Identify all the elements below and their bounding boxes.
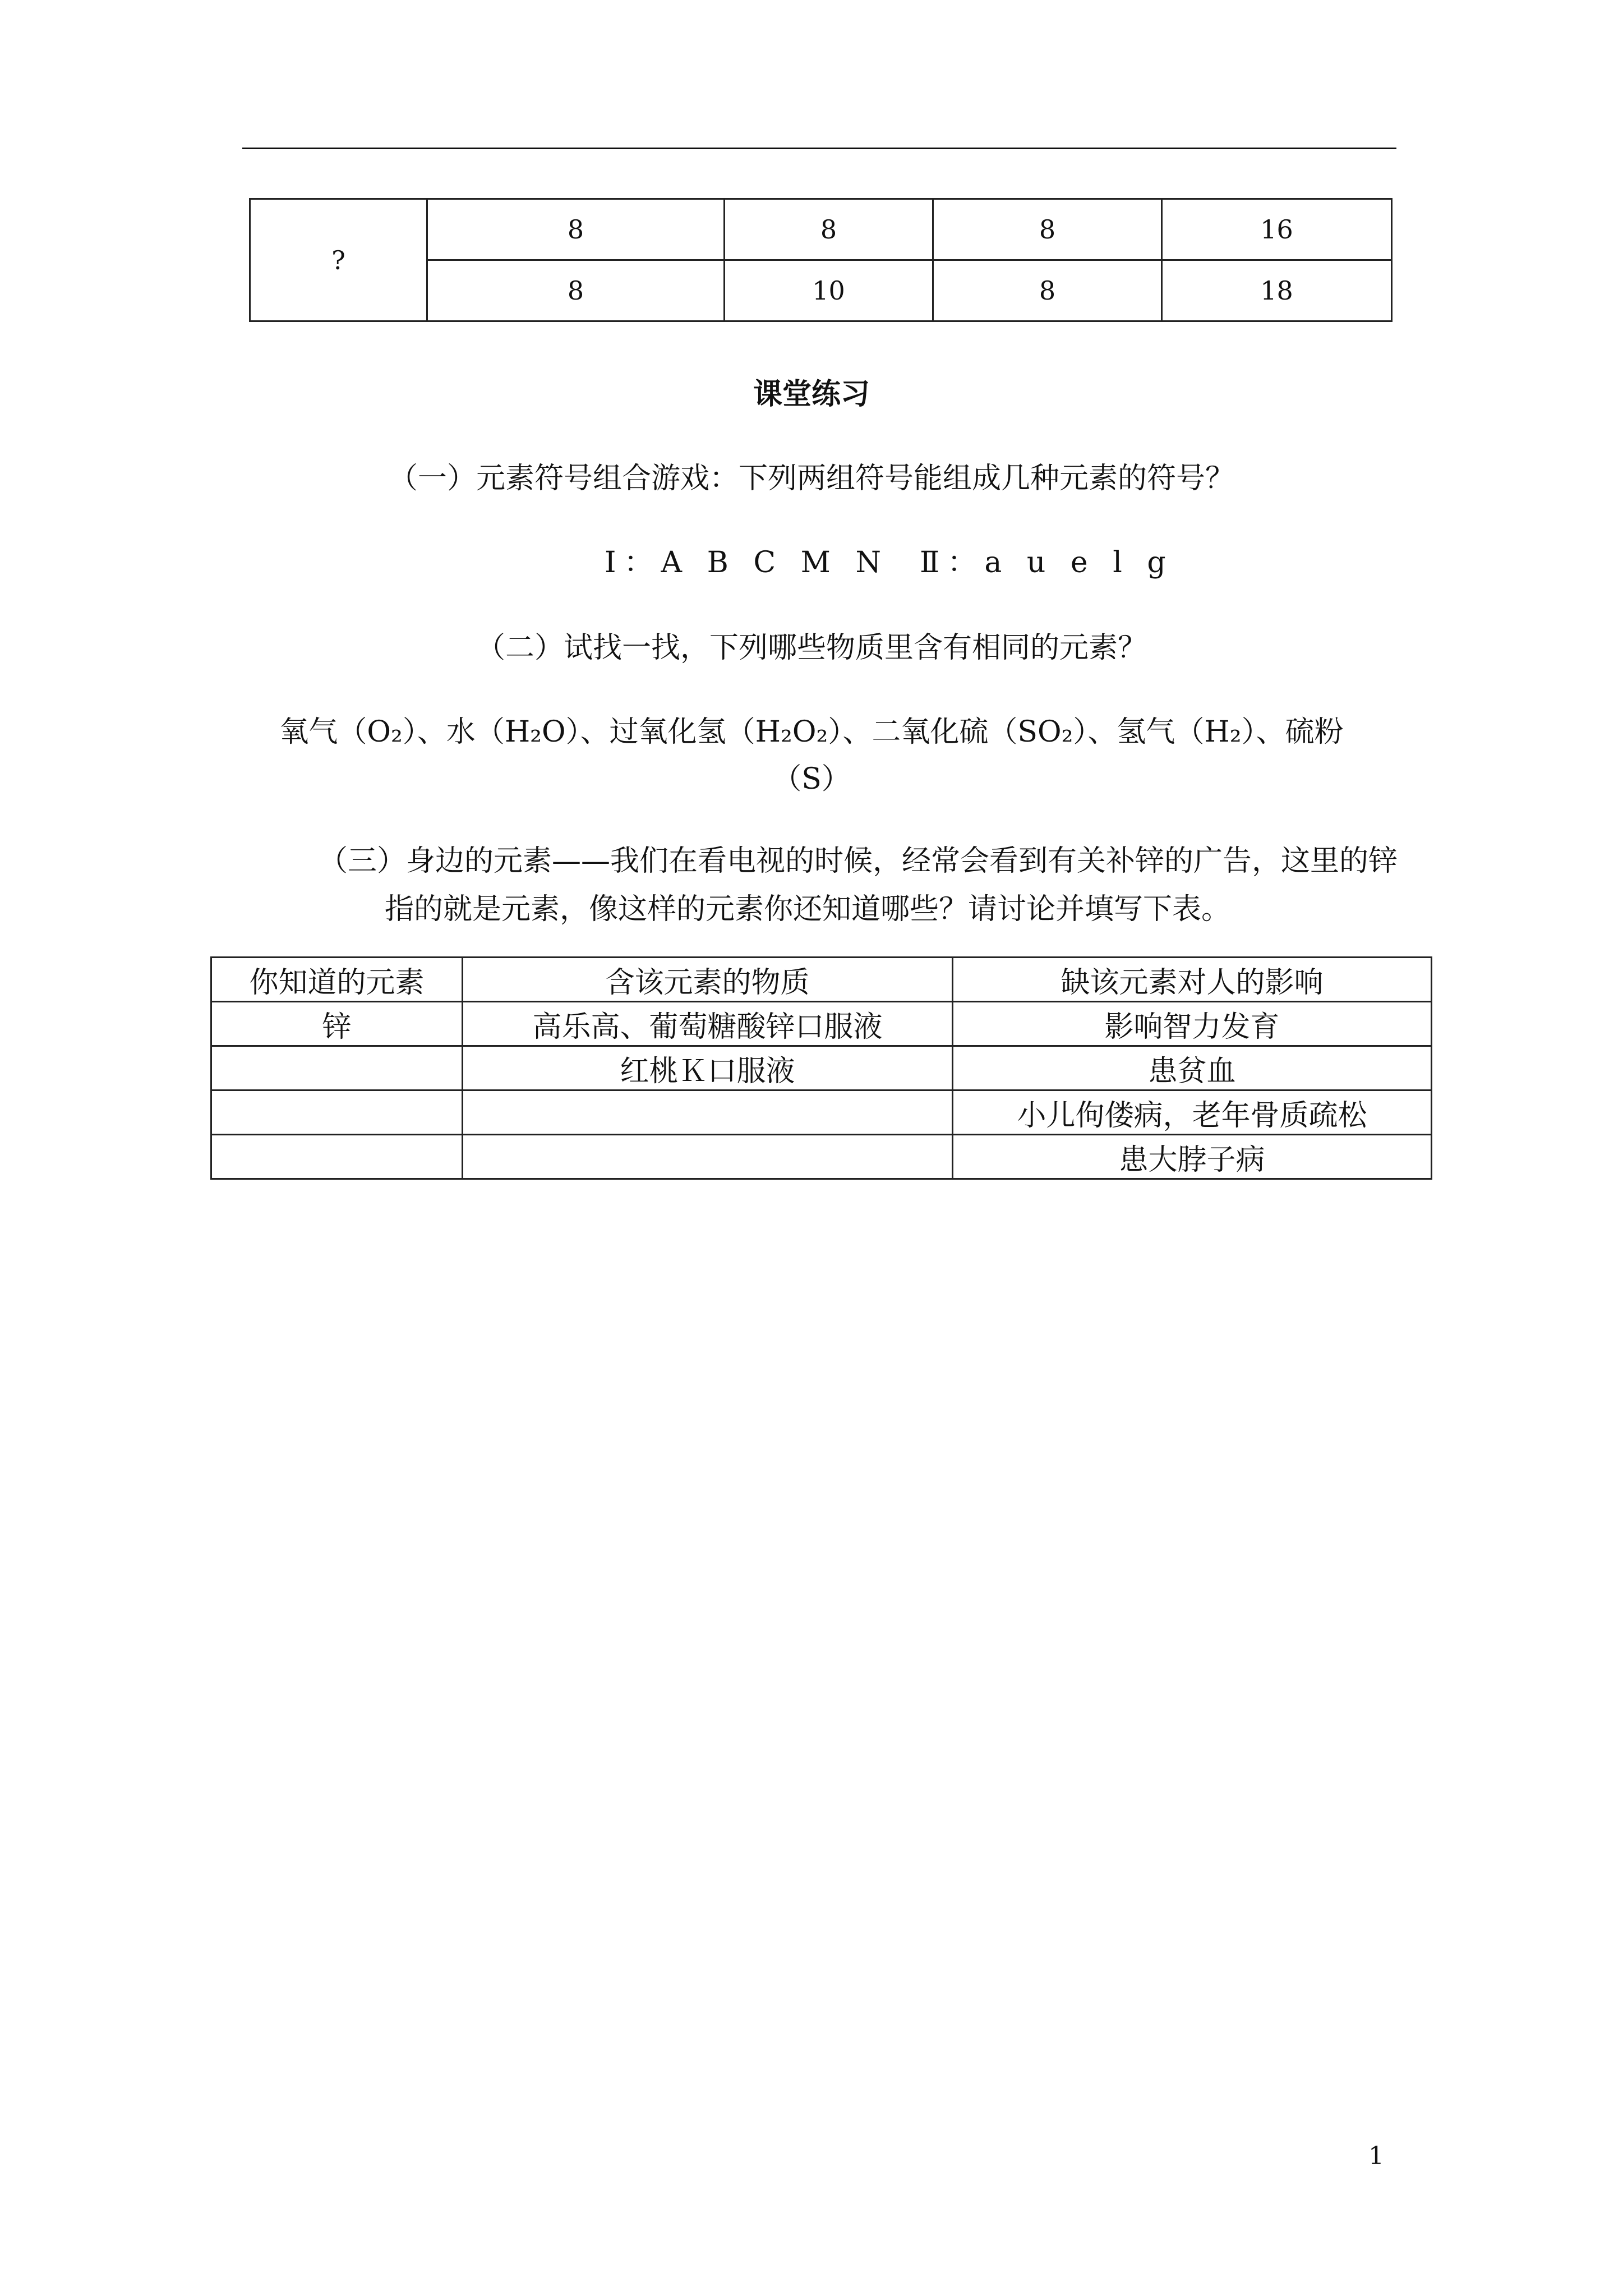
table-cell: 患大脖子病: [953, 1135, 1432, 1179]
table-cell: 8: [725, 199, 933, 260]
symbol-group-2: Ⅱ：a u e l g: [920, 546, 1174, 579]
table-cell: 锌: [211, 1002, 463, 1046]
table-row: [211, 1091, 1432, 1135]
row-label-cell: ?: [250, 199, 427, 321]
header-cell: 含该元素的物质: [463, 958, 953, 1002]
question-3-line-1: （三）身边的元素——我们在看电视的时候，经常会看到有关补锌的广告，这里的锌: [319, 844, 1398, 878]
question-1: （一）元素符号组合游戏：下列两组符号能组成几种元素的符号？: [388, 462, 1234, 495]
table-cell: [211, 1091, 463, 1135]
table-row: [250, 199, 1392, 260]
table-cell: 8: [933, 199, 1162, 260]
table-row: [211, 1002, 1432, 1046]
table-cell: 患贫血: [953, 1046, 1432, 1091]
substances-line-2: （S）: [772, 762, 851, 796]
table-cell: 16: [1162, 199, 1392, 260]
table-cell: 8: [933, 260, 1162, 321]
symbol-group-1: Ⅰ：A B C M N: [605, 546, 889, 579]
question-3-line-2: 指的就是元素，像这样的元素你还知道哪些？请讨论并填写下表。: [385, 892, 1231, 926]
table-cell: [211, 1135, 463, 1179]
table-cell: [463, 1135, 953, 1179]
substances-line-1: 氧气（O₂）、水（H₂O）、过氧化氢（H₂O₂）、二氧化硫（SO₂）、氢气（H₂）、硫粉: [279, 715, 1344, 749]
table-row: [211, 1135, 1432, 1179]
header-cell: 你知道的元素: [211, 958, 463, 1002]
table-cell: 18: [1162, 260, 1392, 321]
header-cell: 缺该元素对人的影响: [953, 958, 1432, 1002]
table-cell: 8: [427, 199, 725, 260]
table-row: [211, 1046, 1432, 1091]
table-cell: 高乐高、葡萄糖酸锌口服液: [463, 1002, 953, 1046]
table-cell: 10: [725, 260, 933, 321]
table-header-row: [211, 958, 1432, 1002]
table-cell: 小儿佝偻病，老年骨质疏松: [953, 1091, 1432, 1135]
table-cell: 红桃Ｋ口服液: [463, 1046, 953, 1091]
page-number: 1: [1368, 2142, 1384, 2170]
question-2: （二）试找一找，下列哪些物质里含有相同的元素？: [476, 631, 1147, 665]
table-cell: [463, 1091, 953, 1135]
atom-table: [249, 198, 1393, 322]
header-rule: [242, 148, 1396, 149]
table-cell: 8: [427, 260, 725, 321]
element-table: [210, 956, 1432, 1180]
table-cell: [211, 1046, 463, 1091]
table-cell: 影响智力发育: [953, 1002, 1432, 1046]
section-title: 课堂练习: [753, 378, 870, 411]
